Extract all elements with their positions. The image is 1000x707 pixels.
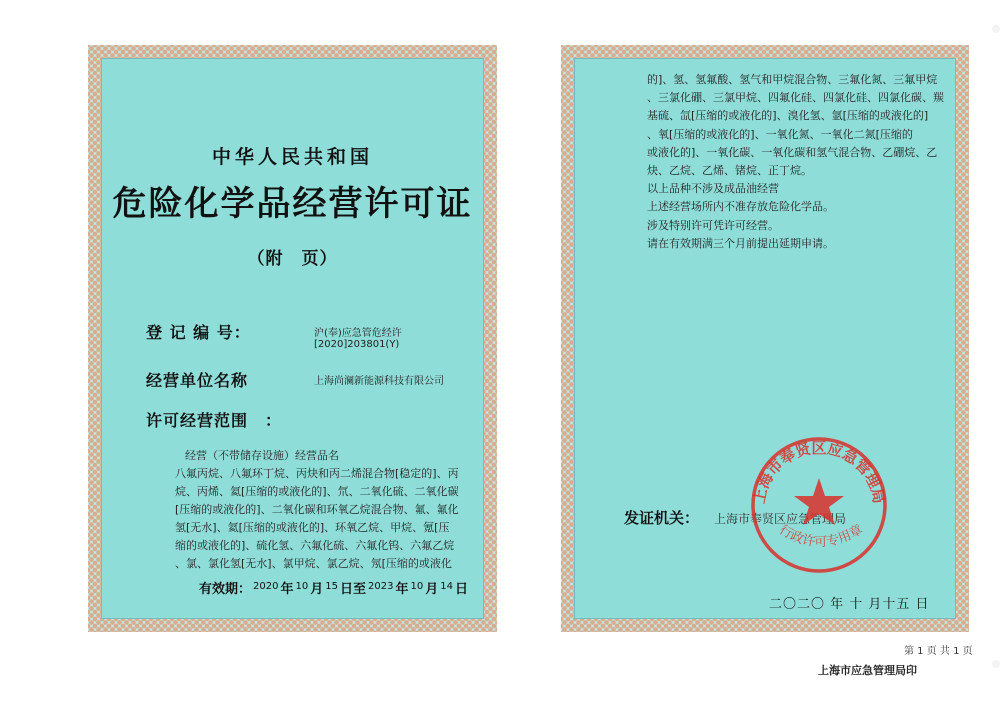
valid-to-month: 10: [410, 581, 424, 592]
scope-heading: 经营（不带储存设施）经营品名: [185, 449, 339, 462]
right-page-content: [574, 58, 956, 619]
valid-from-day: 15: [325, 581, 338, 592]
valid-to-day: 14: [440, 581, 453, 592]
day-to-char: 日至: [339, 582, 366, 597]
certificate-left-page: [88, 45, 497, 632]
certificate-right-page: [561, 45, 969, 632]
punch-hole: [992, 660, 1000, 668]
company-name-label: 经营单位名称: [146, 371, 249, 390]
scope-product-list: 八氟丙烷、八氟环丁烷、丙炔和丙二烯混合物[稳定的]、丙 烷、丙烯、氦[压缩的或液化的]、氘、二氧化硫、二氧化碳 [压缩的或液化的]、二氧化碳和环氧乙烷混合物、氟、氟化 氢[无水]、氦[压缩的或液化的]、环氧乙烷、甲烷、氪[压 缩的或液化的]、硫化氢、六氟化硫、六氟化钨、六氟乙烷 、氯、氯化氢[无水]、氯甲烷、氯乙烷、氖[压缩的或液化: [175, 467, 459, 570]
svg-text:行政许可专用章: [776, 521, 865, 550]
issue-date: 二〇二〇 年 十 月十五 日: [769, 597, 930, 612]
issuing-authority-label: 发证机关：: [624, 509, 700, 527]
validity-prefix: 有效期：: [199, 582, 252, 597]
month-char: 月: [310, 582, 324, 597]
printer-imprint: 上海市应急管理局印: [818, 664, 917, 677]
scope-continued-text: 的]、氢、氢氟酸、氢气和甲烷混合物、三氟化氮、三氟甲烷 、三氯化硼、三氯甲烷、四氟化硅、四氯化硅、四氯化碳、羰 基硫、氙[压缩的或液化的]、溴化氢、氩[压缩的或液化的] 、氧[压缩的或液化的]、一氧化氮、一氧化二氮[压缩的 或液化的]、一氧化碳、一氧化碳和氢气混合物、乙硼烷、乙 炔、乙烷、乙烯、锗烷、正丁烷。 以上品种不涉及成品油经营 上述经营场所内不准存放危险化学品。 涉及特别许可凭许可经营。 请在有效期满三个月前提出延期申请。: [647, 73, 944, 250]
day-char: 日: [454, 582, 468, 597]
registration-number-value: 沪(奉)应急管危经许[2020]203801(Y): [314, 328, 402, 350]
left-page-content: [101, 58, 484, 619]
month-char: 月: [425, 582, 439, 597]
year-char: 年: [395, 582, 409, 597]
certificate-subtitle: （附 页）: [247, 249, 338, 269]
issuing-authority-name: 上海市奉贤区应急管理局: [714, 512, 847, 526]
official-seal-stamp: [744, 430, 894, 580]
valid-to-year: 2023: [367, 581, 394, 592]
validity-period: [199, 578, 468, 597]
year-char: 年: [280, 582, 294, 597]
seal-bottom-text: 行政许可专用章: [776, 522, 866, 551]
seal-top-text: 上海市奉贤区应急管理局: [749, 438, 889, 506]
company-name-value: 上海尚澜新能源科技有限公司: [314, 376, 444, 387]
registration-number-label: 登 记 编 号：: [146, 323, 251, 342]
country-title: 中华人民共和国: [211, 146, 373, 168]
scope-label: 许可经营范围 ：: [146, 411, 283, 430]
certificate-main-title: 危险化学品经营许可证: [112, 184, 473, 224]
punch-hole: [992, 25, 1000, 33]
valid-from-month: 10: [295, 581, 309, 592]
page-indicator: 第 1 页 共 1 页: [904, 646, 973, 657]
valid-from-year: 2020: [253, 581, 279, 592]
